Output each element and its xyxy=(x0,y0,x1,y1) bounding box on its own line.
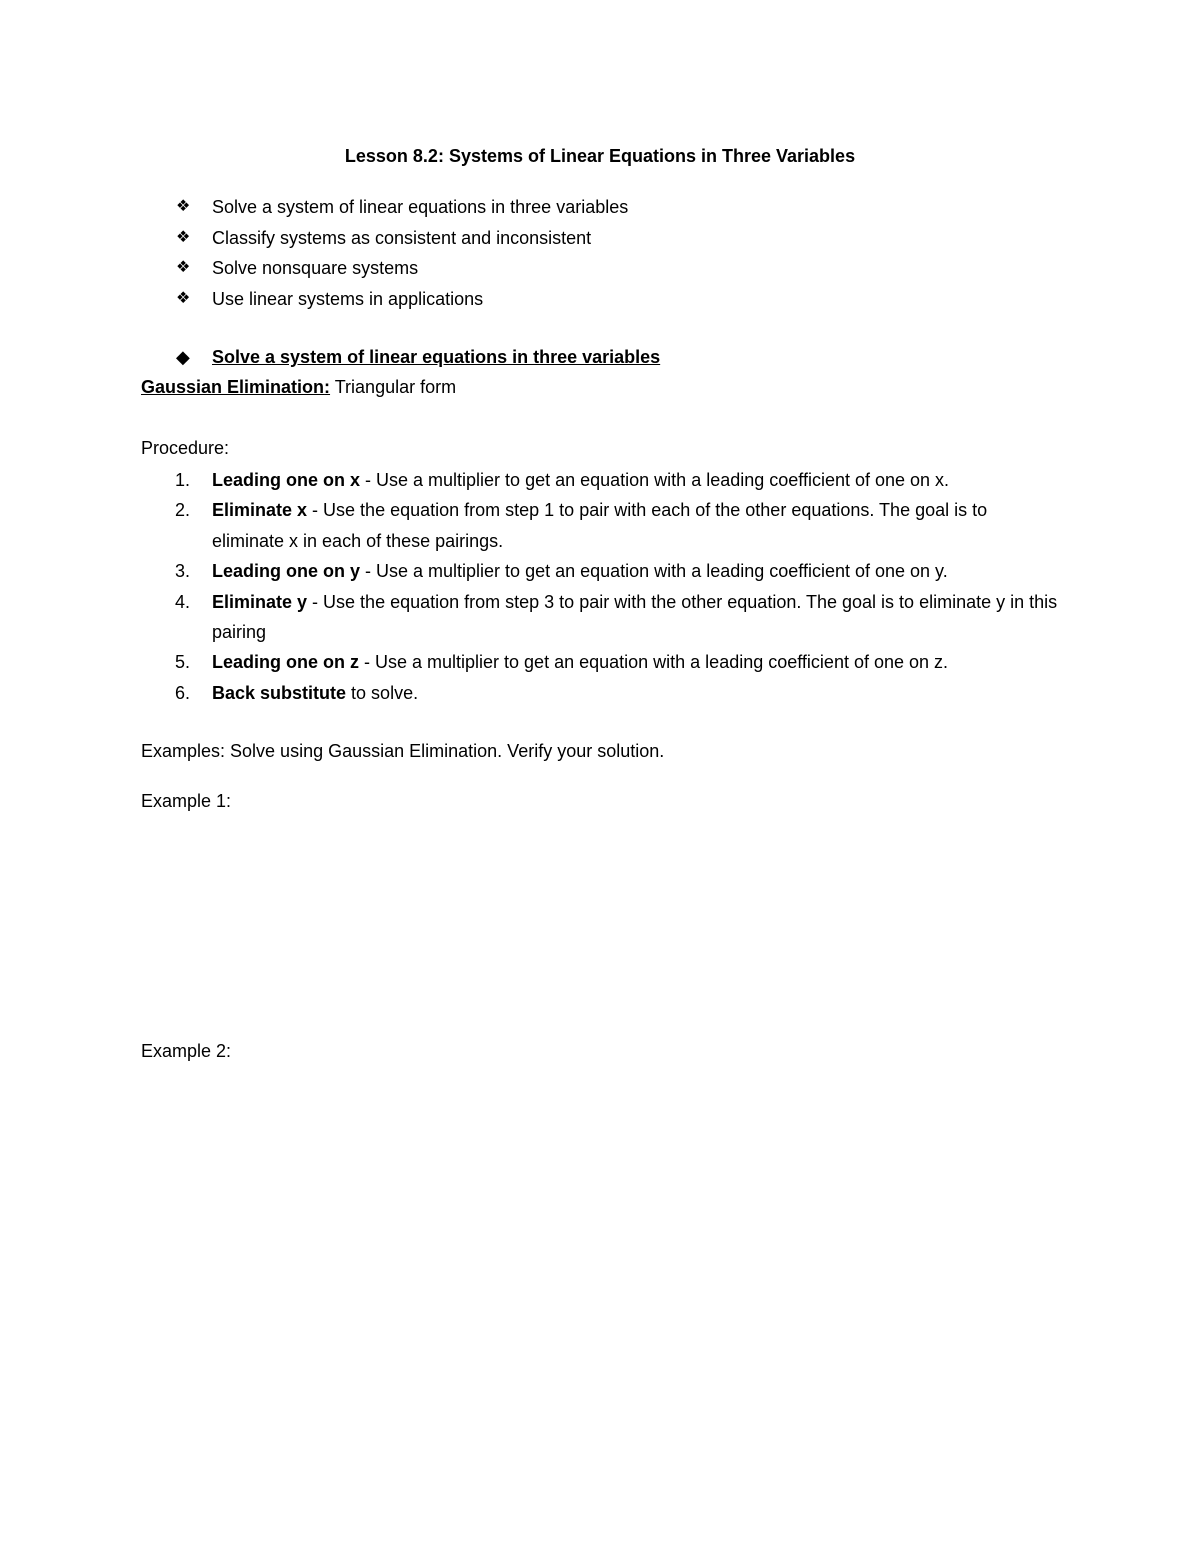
step-title: Eliminate x xyxy=(212,500,308,521)
step-body xyxy=(212,465,1061,495)
diamond-bullet-icon: ◆ xyxy=(176,347,190,367)
objective-item xyxy=(176,192,628,223)
objectives-list xyxy=(176,192,628,314)
section-heading-text: Solve a system of linear equations in three variables xyxy=(212,347,661,367)
procedure-label: Procedure: xyxy=(141,438,230,458)
procedure-step xyxy=(141,495,1061,556)
example-2-label: Example 2: xyxy=(141,1041,232,1061)
step-text: - Use the equation from step 1 to pair with each of the other equations. The goal is to eliminate x in each of these pairings. xyxy=(212,500,988,551)
gaussian-elimination-definition xyxy=(141,374,456,400)
procedure-steps xyxy=(141,465,1061,708)
four-diamond-bullet-icon: ❖ xyxy=(176,289,191,307)
procedure-step xyxy=(141,678,1061,708)
step-text: - Use a multiplier to get an equation with a leading coefficient of one on x. xyxy=(360,470,950,490)
procedure-step xyxy=(141,556,1061,586)
objective-text: Classify systems as consistent and inconsistent xyxy=(212,227,592,248)
step-title: Leading one on z xyxy=(212,652,359,673)
gaussian-elimination-text: Triangular form xyxy=(330,377,457,397)
gaussian-elimination-colon: : xyxy=(324,377,331,397)
step-body xyxy=(212,647,1061,677)
step-text: - Use the equation from step 3 to pair with the other equation. The goal is to eliminate y in this pairing xyxy=(212,591,1058,643)
four-diamond-bullet-icon: ❖ xyxy=(176,228,191,246)
step-text: - Use a multiplier to get an equation with a leading coefficient of one on y. xyxy=(360,561,948,582)
page-title: Lesson 8.2: Systems of Linear Equations in Three Variables xyxy=(344,146,856,166)
step-number: 1. xyxy=(175,470,191,490)
step-number: 6. xyxy=(175,682,191,703)
step-number: 2. xyxy=(175,500,191,521)
objective-item xyxy=(176,253,628,284)
step-title: Eliminate y xyxy=(212,591,308,612)
objective-item xyxy=(176,284,628,315)
step-body xyxy=(212,678,1061,708)
example-1-label: Example 1: xyxy=(141,791,232,811)
objective-item xyxy=(176,223,628,254)
step-body xyxy=(212,495,1061,556)
step-text: to solve. xyxy=(346,682,419,703)
step-body xyxy=(212,556,1061,586)
four-diamond-bullet-icon: ❖ xyxy=(176,198,191,216)
objective-text: Solve a system of linear equations in three variables xyxy=(212,197,629,218)
objective-text: Solve nonsquare systems xyxy=(212,258,419,279)
four-diamond-bullet-icon: ❖ xyxy=(176,259,191,277)
gaussian-elimination-label: Gaussian Elimination xyxy=(141,377,325,397)
step-title: Leading one on x xyxy=(212,470,361,490)
step-body xyxy=(212,587,1061,648)
step-number: 4. xyxy=(175,591,191,612)
step-title: Leading one on y xyxy=(212,561,361,582)
procedure-step xyxy=(141,587,1061,648)
procedure-step xyxy=(141,647,1061,677)
step-title: Back substitute xyxy=(212,682,347,703)
procedure-step xyxy=(141,465,1061,495)
examples-intro: Examples: Solve using Gaussian Elimination. Verify your solution. xyxy=(141,741,665,761)
objective-text: Use linear systems in applications xyxy=(212,288,484,309)
step-number: 5. xyxy=(175,652,191,673)
step-number: 3. xyxy=(175,561,191,582)
section-heading xyxy=(176,344,660,370)
step-text: - Use a multiplier to get an equation with a leading coefficient of one on z. xyxy=(359,652,949,673)
